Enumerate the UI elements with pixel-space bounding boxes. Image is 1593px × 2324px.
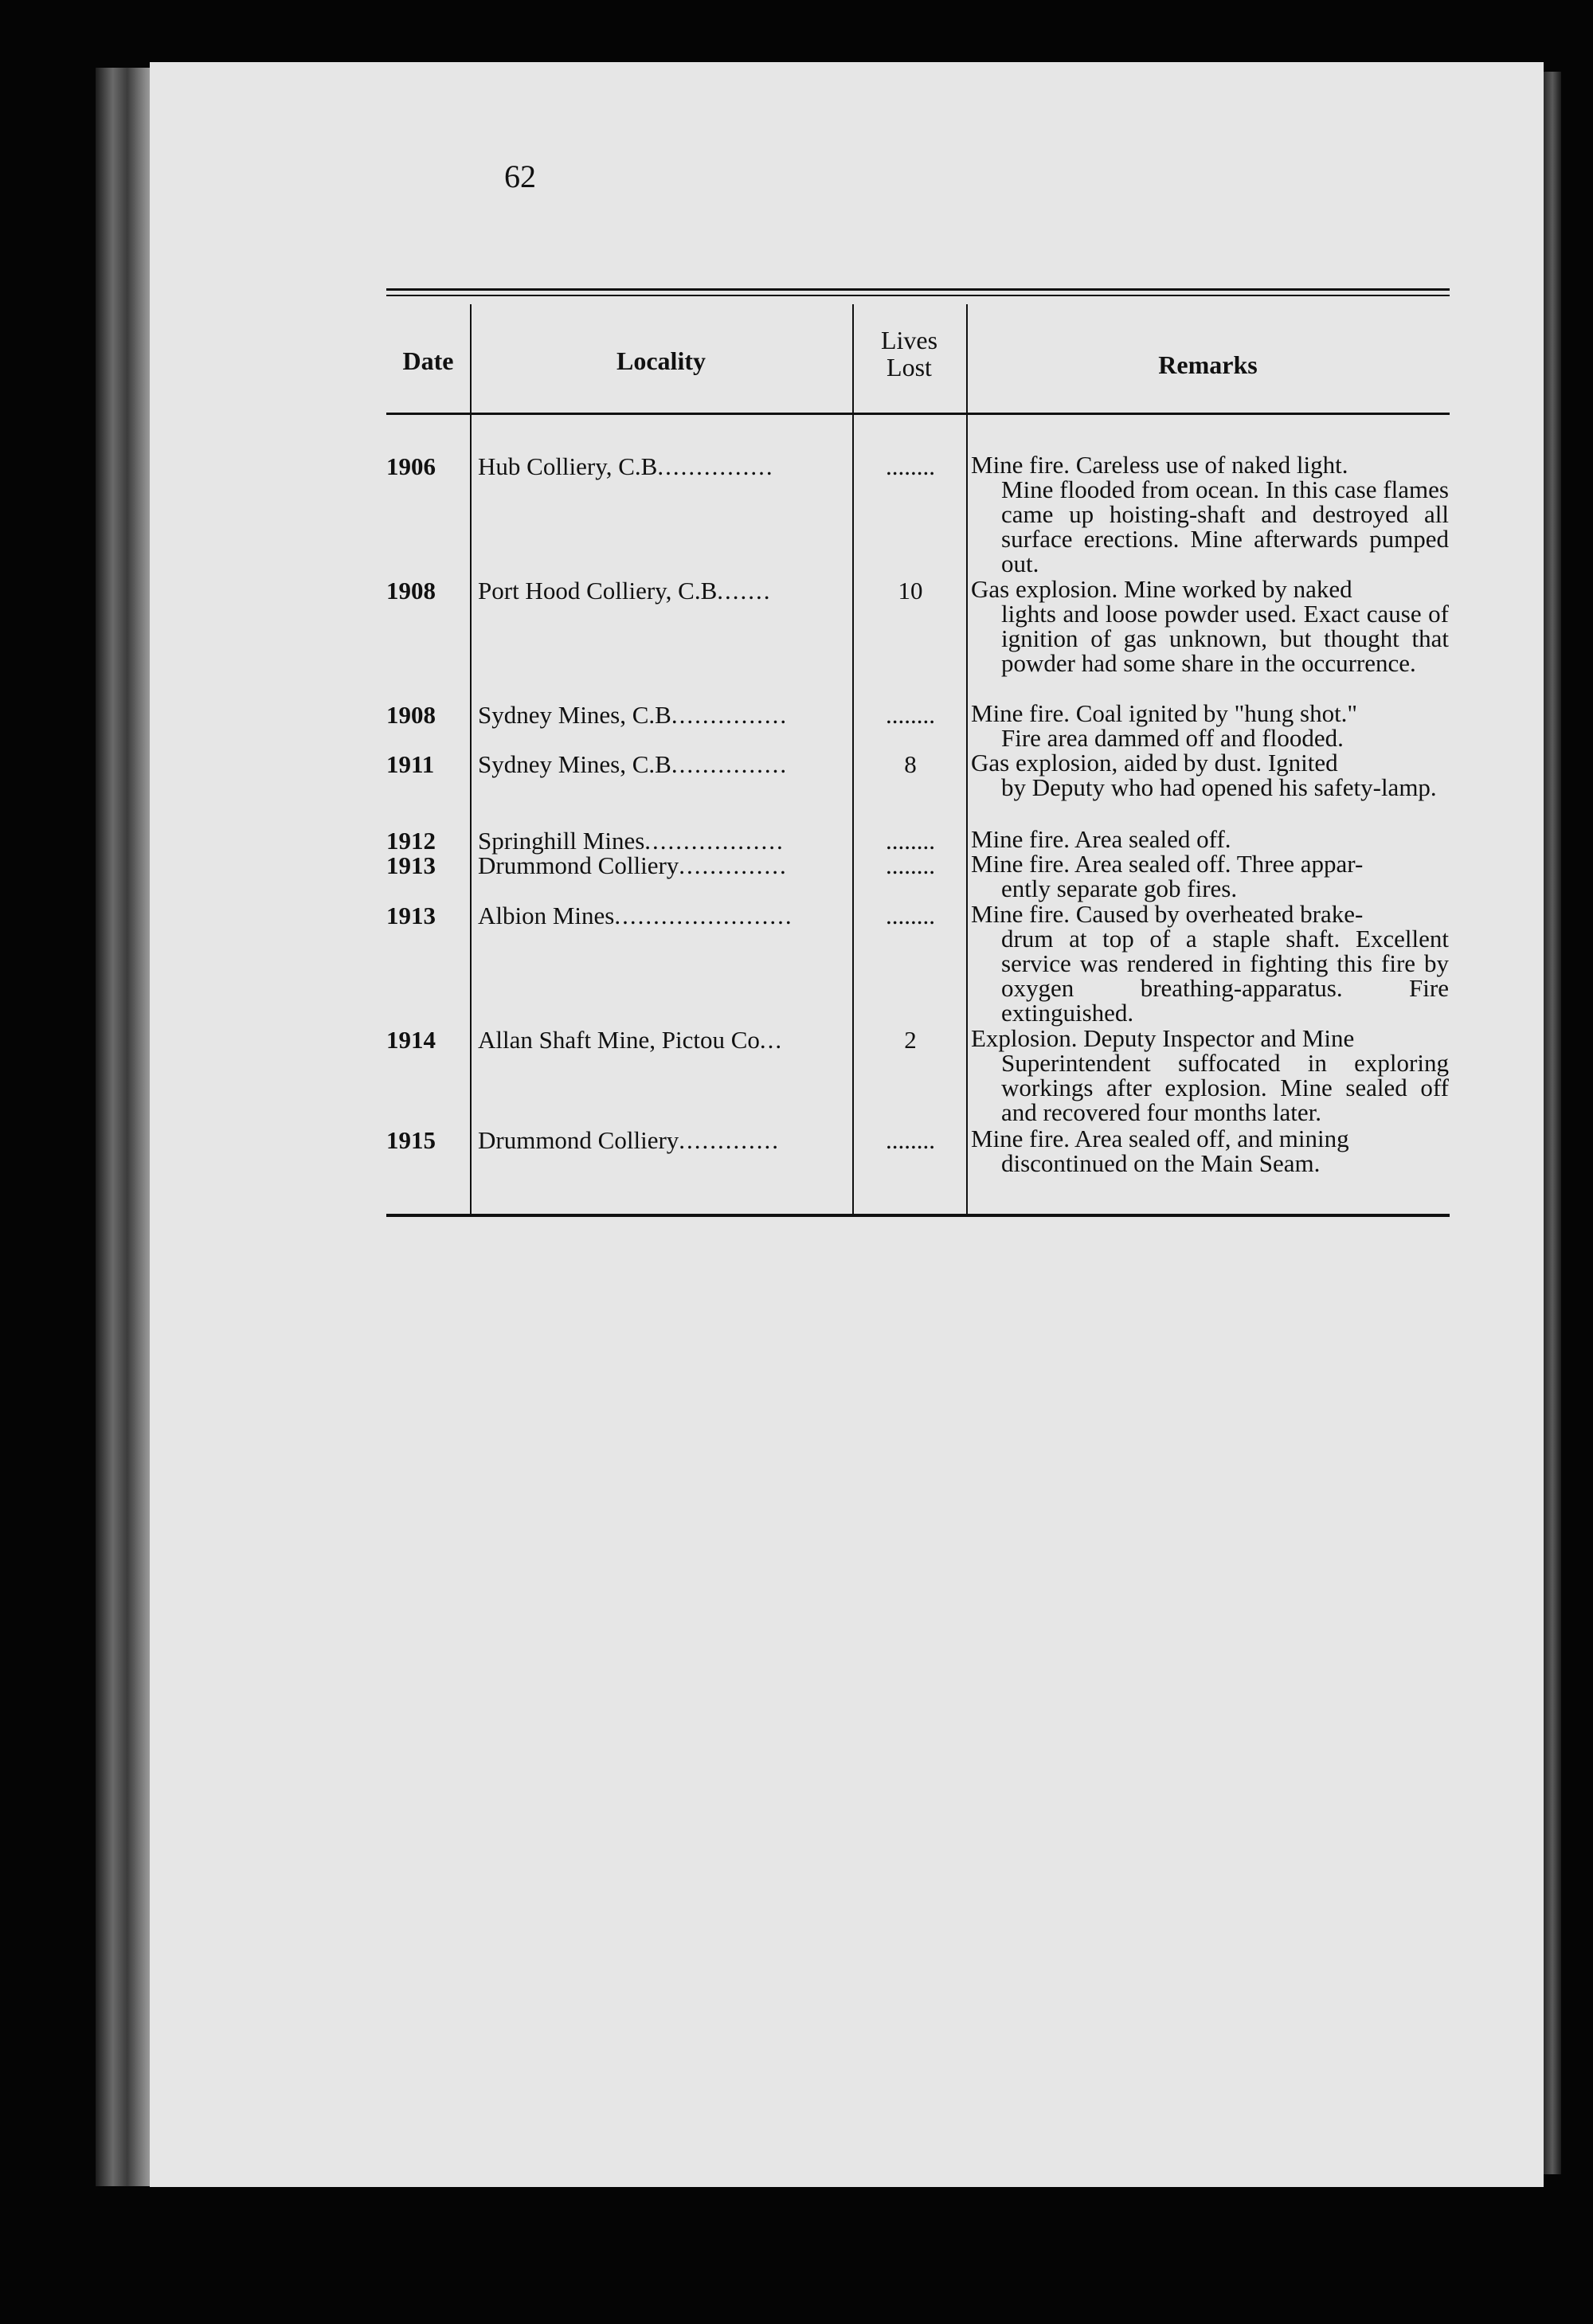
page-number: 62 [504,158,536,194]
row-remarks: Mine fire. Area sealed off. Three appar- ently separate gob fires. [971,850,1364,902]
header-date: Date [402,346,454,375]
header-bottom-rule [386,413,1450,415]
book-spine [96,68,153,2186]
row-lives-lost: ........ [886,701,935,729]
row-lives-lost: 2 [904,1026,917,1054]
row-locality: Port Hood Colliery, C.B....... [478,577,772,604]
row-lives-lost: ........ [886,1126,935,1154]
row-remarks: Explosion. Deputy Inspector and Mine Superintendent suffocated in exploring workings after explosion. Mine sealed off and recovered four months later. [971,1024,1449,1126]
row-locality: Drummond Colliery.............. [478,851,788,879]
row-locality: Sydney Mines, C.B............... [478,701,789,729]
accidents-table [386,288,1450,1220]
header-lives-line1: Lives [880,326,938,354]
row-remarks: Mine fire. Caused by overheated brake- drum at top of a staple shaft. Excellent service was rendered in fighting this fire by oxygen breathing-apparatus. Fire extinguished. [971,900,1449,1027]
row-locality: Springhill Mines.................. [478,827,785,855]
row-remarks: Gas explosion. Mine worked by naked lights and loose powder used. Exact cause of ignition of gas unknown, but thought that powder had some share in the occurrence. [971,575,1449,677]
column-divider-date [470,304,472,1214]
row-remarks: Mine fire. Careless use of naked light. Mine flooded from ocean. In this case flames came up hoisting-shaft and destroyed all surface erections. Mine afterwards pumped out. [971,451,1449,577]
facing-page-edge [1544,72,1561,2174]
column-divider-lives [966,304,968,1214]
row-lives-lost: ........ [886,902,935,929]
table-bottom-rule [386,1214,1450,1217]
header-locality: Locality [616,346,706,375]
row-date: 1908 [386,577,436,604]
row-date: 1906 [386,452,436,480]
row-date: 1913 [386,902,436,929]
row-lives-lost: ........ [886,452,935,480]
row-remarks: Mine fire. Coal ignited by "hung shot." Fire area dammed off and flooded. [971,699,1358,752]
row-date: 1914 [386,1026,436,1054]
header-lives-lost [852,327,966,381]
row-locality: Drummond Colliery............. [478,1126,781,1154]
row-locality: Hub Colliery, C.B............... [478,452,774,480]
table-top-rule-thin [386,295,1450,296]
row-remarks: Gas explosion, aided by dust. Ignited by Deputy who had opened his safety-lamp. [971,749,1437,801]
row-remarks: Mine fire. Area sealed off. [971,825,1231,853]
row-remarks: Mine fire. Area sealed off, and mining discontinued on the Main Seam. [971,1125,1349,1177]
column-divider-locality [852,304,854,1214]
row-locality: Albion Mines....................... [478,902,793,929]
row-lives-lost: 10 [898,577,923,604]
row-locality: Allan Shaft Mine, Pictou Co... [478,1026,784,1054]
row-lives-lost: 8 [904,750,917,778]
table-top-rule [386,288,1450,291]
row-date: 1912 [386,827,436,855]
row-date: 1915 [386,1126,436,1154]
row-date: 1911 [386,750,435,778]
row-date: 1908 [386,701,436,729]
row-locality: Sydney Mines, C.B............... [478,750,789,778]
row-lives-lost: ........ [886,851,935,879]
header-remarks: Remarks [1158,350,1258,379]
row-date: 1913 [386,851,436,879]
row-lives-lost: ........ [886,827,935,855]
header-lives-line2: Lost [887,353,932,381]
